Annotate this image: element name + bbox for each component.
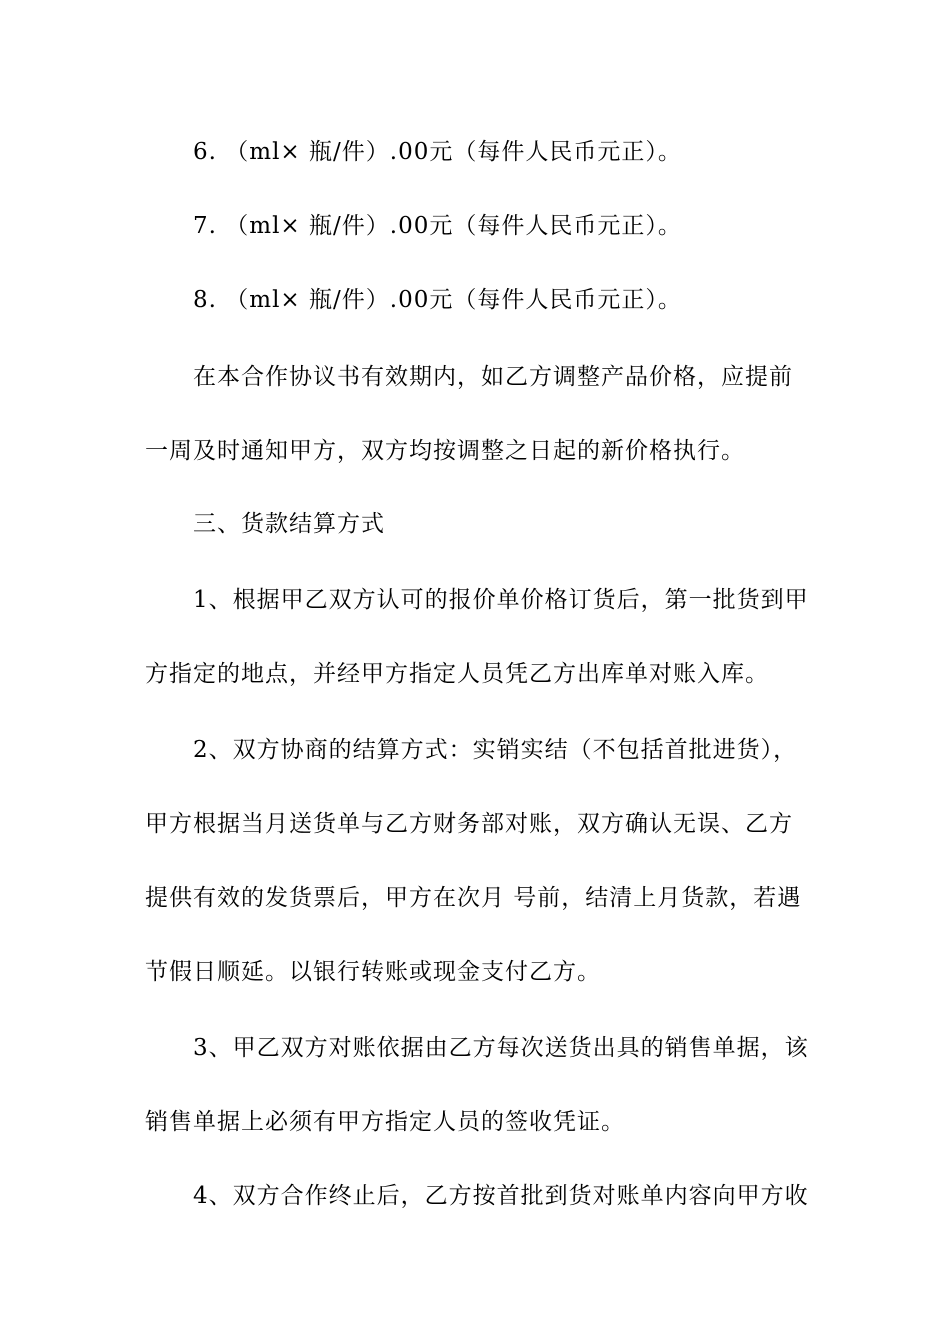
paragraph-line: 甲方根据当月送货单与乙方财务部对账，双方确认无误、乙方 xyxy=(145,811,793,837)
paragraph-line: 销售单据上必须有甲方指定人员的签收凭证。 xyxy=(145,1109,625,1135)
price-item-7: 7. （ml× 瓶/件）.00元（每件人民币元正）。 xyxy=(193,213,682,239)
paragraph-line: 一周及时通知甲方，双方均按调整之日起的新价格执行。 xyxy=(145,438,745,464)
section-heading: 三、货款结算方式 xyxy=(193,511,385,537)
paragraph-line: 2、双方协商的结算方式：实销实结（不包括首批进货）， xyxy=(193,737,798,763)
paragraph-line: 节假日顺延。以银行转账或现金支付乙方。 xyxy=(145,959,601,985)
paragraph-line: 4、双方合作终止后，乙方按首批到货对账单内容向甲方收 xyxy=(193,1183,809,1209)
price-item-8: 8. （ml× 瓶/件）.00元（每件人民币元正）。 xyxy=(193,287,682,313)
price-item-6: 6. （ml× 瓶/件）.00元（每件人民币元正）。 xyxy=(193,139,682,165)
paragraph-line: 3、甲乙双方对账依据由乙方每次送货出具的销售单据，该 xyxy=(193,1035,809,1061)
paragraph-line: 方指定的地点，并经甲方指定人员凭乙方出库单对账入库。 xyxy=(145,661,769,687)
paragraph-line: 提供有效的发货票后，甲方在次月 号前，结清上月货款，若遇 xyxy=(145,885,802,911)
paragraph-line: 1、根据甲乙双方认可的报价单价格订货后，第一批货到甲 xyxy=(193,587,809,613)
paragraph-line: 在本合作协议书有效期内，如乙方调整产品价格，应提前 xyxy=(193,364,793,390)
